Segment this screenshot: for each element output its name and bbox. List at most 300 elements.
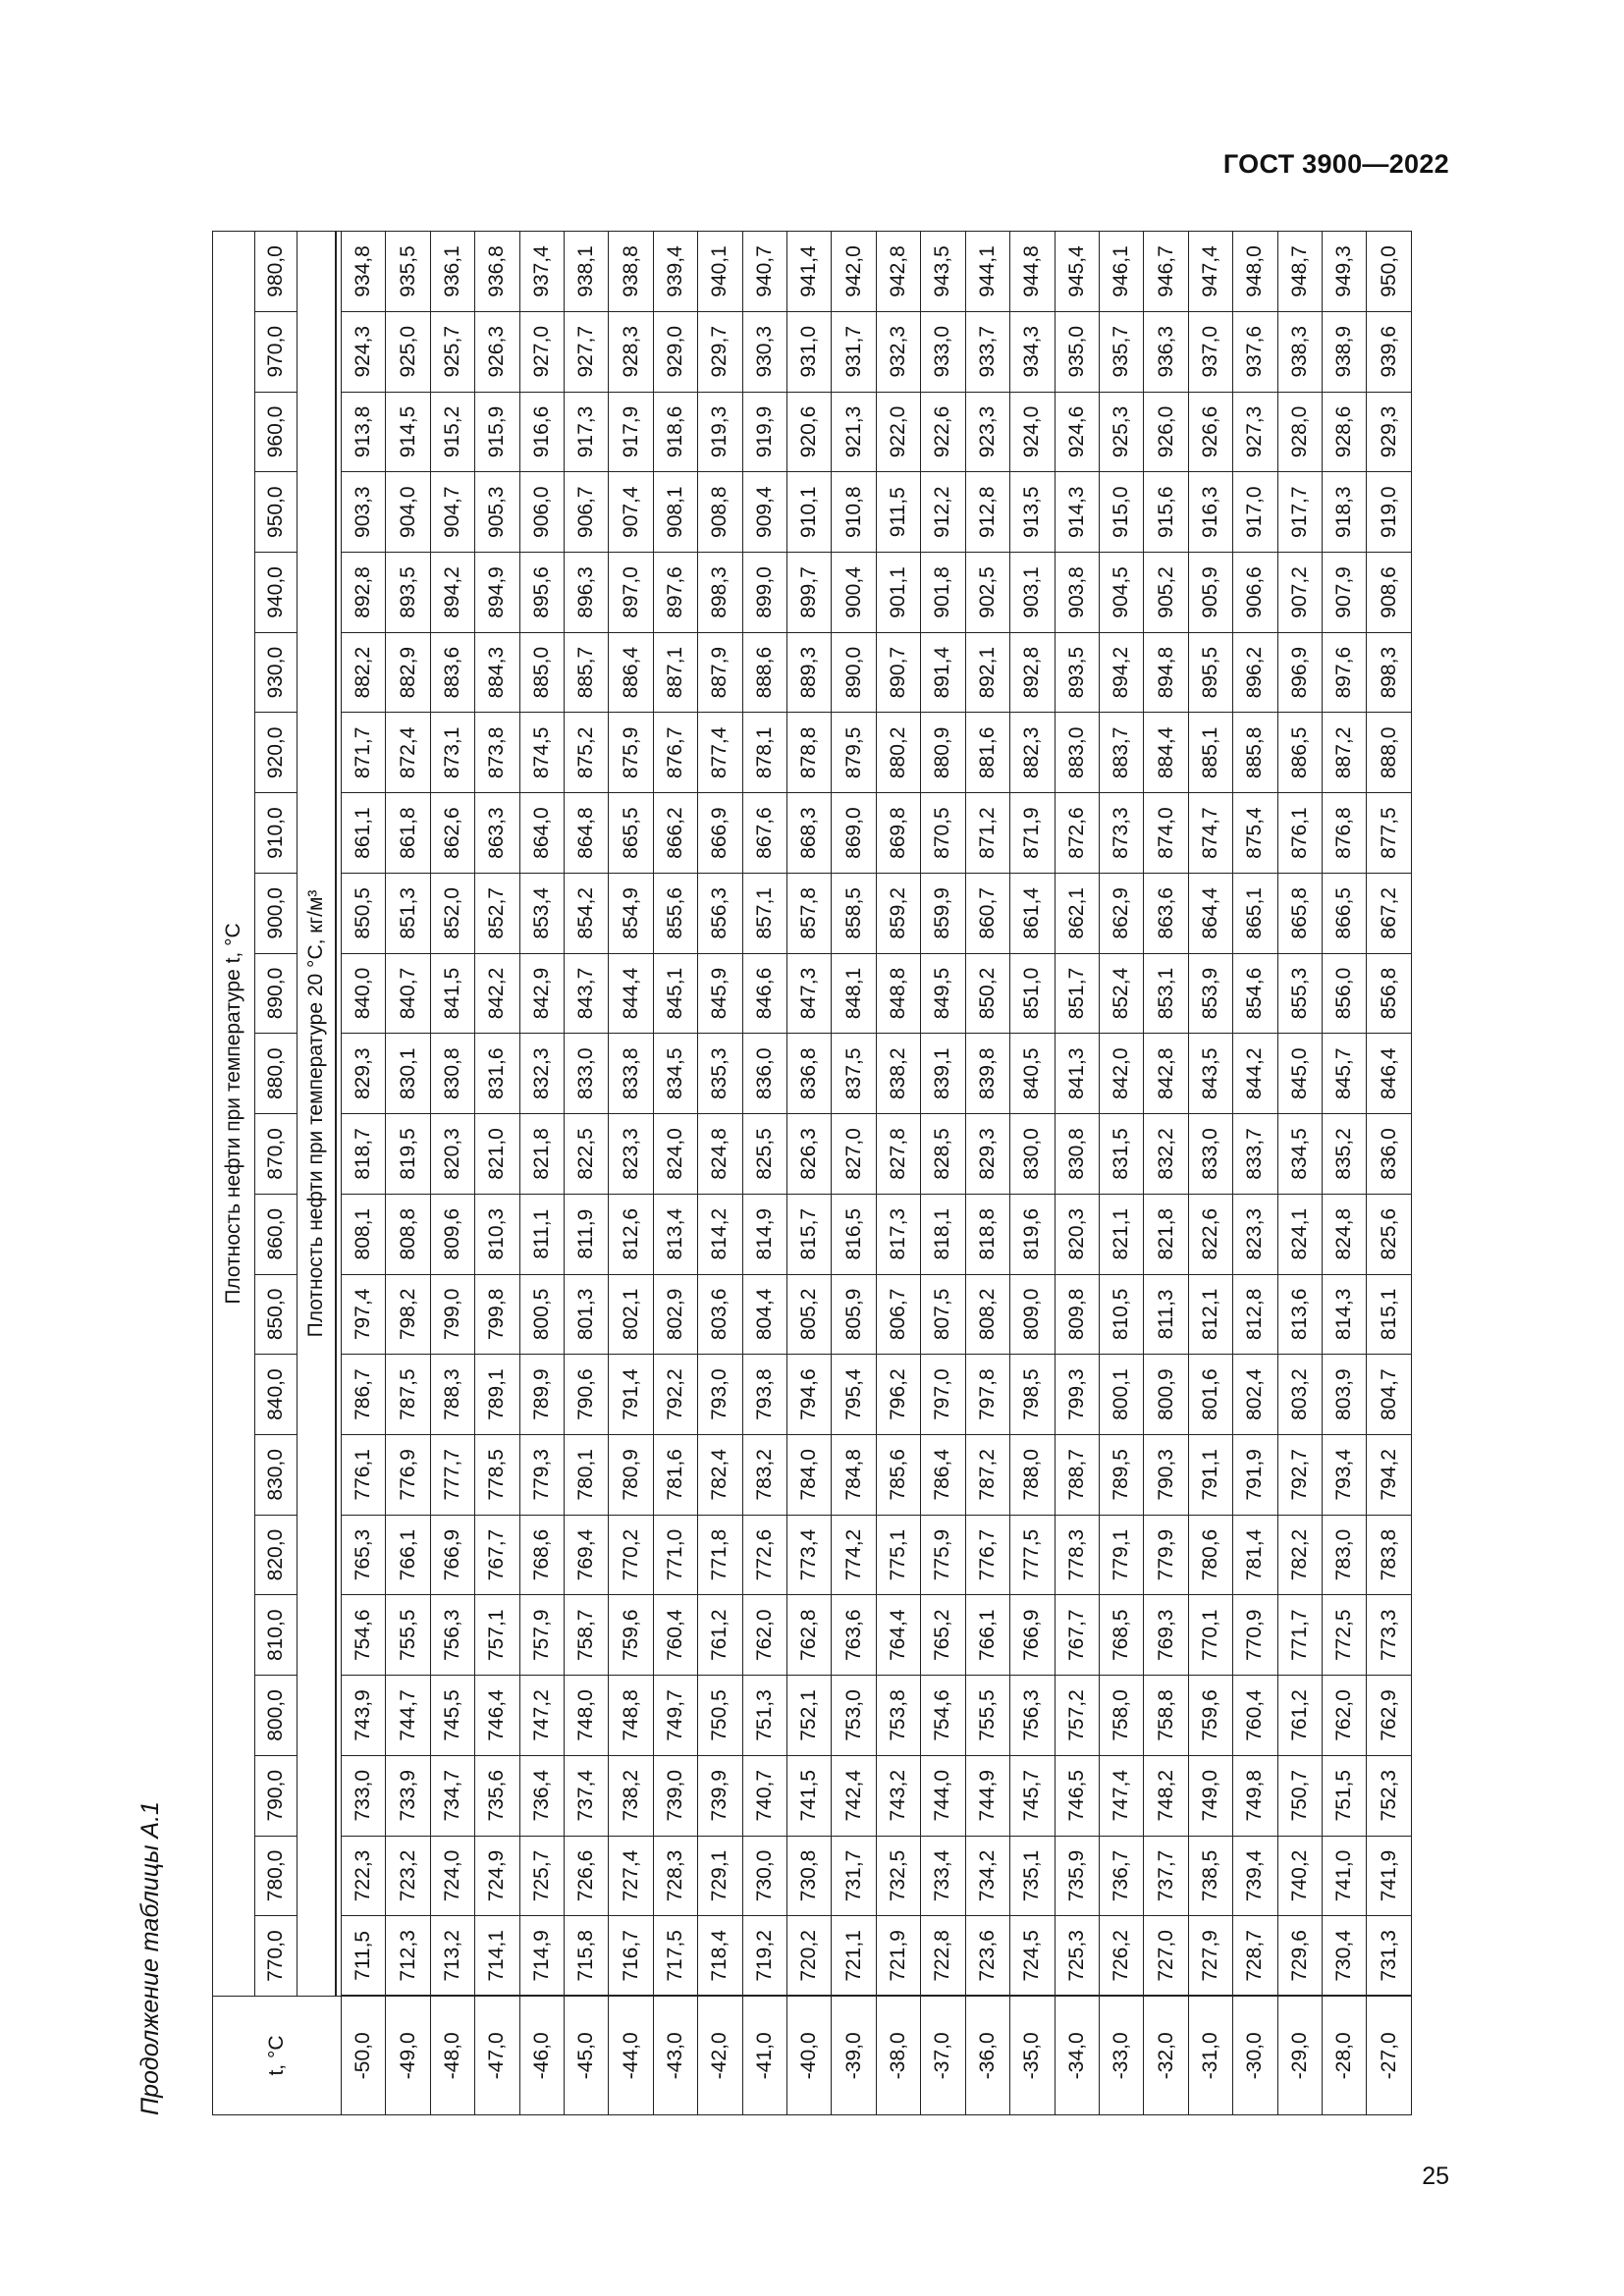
- density-cell: 910,8: [832, 472, 876, 553]
- density-cell: 876,1: [1277, 793, 1322, 874]
- density-cell: 802,4: [1233, 1355, 1277, 1435]
- density-cell: 821,8: [519, 1114, 564, 1195]
- density-cell: 773,4: [787, 1515, 832, 1595]
- density-cell: 901,8: [921, 553, 965, 633]
- temperature-cell: -37,0: [921, 1997, 965, 2115]
- density-cell: 913,5: [1010, 472, 1055, 553]
- density-column-header: 890,0: [255, 953, 298, 1034]
- density-cell: 831,5: [1099, 1114, 1143, 1195]
- density-cell: 727,4: [609, 1836, 653, 1916]
- density-cell: 800,9: [1144, 1355, 1188, 1435]
- density-cell: 928,3: [609, 311, 653, 392]
- density-cell: 866,9: [698, 793, 742, 874]
- density-cell: 767,7: [475, 1515, 519, 1595]
- density-cell: 793,4: [1322, 1434, 1366, 1515]
- density-cell: 791,9: [1233, 1434, 1277, 1515]
- density-cell: 861,8: [386, 793, 430, 874]
- density-cell: 826,3: [787, 1114, 832, 1195]
- density-cell: 806,7: [876, 1274, 920, 1355]
- density-cell: 908,8: [698, 472, 742, 553]
- density-cell: 849,5: [921, 953, 965, 1034]
- temperature-cell: -30,0: [1233, 1997, 1277, 2115]
- density-cell: 757,1: [475, 1595, 519, 1676]
- density-cell: 853,4: [519, 873, 564, 953]
- density-cell: 755,5: [386, 1595, 430, 1676]
- density-cell: 854,6: [1233, 953, 1277, 1034]
- density-cell: 776,7: [965, 1515, 1009, 1595]
- temperature-cell: -43,0: [653, 1997, 697, 2115]
- density-cell: 916,6: [519, 392, 564, 472]
- density-cell: 856,8: [1367, 953, 1412, 1034]
- temperature-cell: -28,0: [1322, 1997, 1366, 2115]
- density-cell: 935,5: [386, 232, 430, 312]
- density-cell: 805,2: [787, 1274, 832, 1355]
- density-cell: 737,4: [565, 1755, 609, 1836]
- table-row: [386, 232, 430, 2115]
- density-cell: 809,0: [1010, 1274, 1055, 1355]
- density-cell: 845,9: [698, 953, 742, 1034]
- density-cell: 853,9: [1188, 953, 1232, 1034]
- density-cell: 878,1: [742, 713, 786, 793]
- density-cell: 797,4: [342, 1274, 386, 1355]
- density-cell: 818,1: [921, 1194, 965, 1274]
- density-cell: 842,0: [1099, 1034, 1143, 1114]
- density-cell: 814,2: [698, 1194, 742, 1274]
- density-cell: 892,8: [342, 553, 386, 633]
- table-row: [565, 232, 609, 2115]
- density-cell: 834,5: [653, 1034, 697, 1114]
- density-cell: 917,0: [1233, 472, 1277, 553]
- density-cell: 730,8: [787, 1836, 832, 1916]
- density-cell: 897,6: [1322, 632, 1366, 713]
- density-cell: 936,1: [430, 232, 474, 312]
- density-cell: 919,9: [742, 392, 786, 472]
- density-cell: 802,9: [653, 1274, 697, 1355]
- density-cell: 726,6: [565, 1836, 609, 1916]
- density-cell: 914,3: [1055, 472, 1099, 553]
- density-cell: 824,1: [1277, 1194, 1322, 1274]
- density-cell: 803,6: [698, 1274, 742, 1355]
- density-cell: 786,4: [921, 1434, 965, 1515]
- density-cell: 763,6: [832, 1595, 876, 1676]
- density-cell: 855,6: [653, 873, 697, 953]
- density-column-header: 950,0: [255, 472, 298, 553]
- density-cell: 862,6: [430, 793, 474, 874]
- table-row: [965, 232, 1009, 2115]
- density-column-header: 780,0: [255, 1836, 298, 1916]
- density-cell: 721,9: [876, 1916, 920, 1997]
- density-cell: 835,3: [698, 1034, 742, 1114]
- density-cell: 842,8: [1144, 1034, 1188, 1114]
- density-cell: 830,0: [1010, 1114, 1055, 1195]
- density-cell: 927,7: [565, 311, 609, 392]
- density-cell: 779,1: [1099, 1515, 1143, 1595]
- density-cell: 762,8: [787, 1595, 832, 1676]
- density-cell: 727,9: [1188, 1916, 1232, 1997]
- density-cell: 828,5: [921, 1114, 965, 1195]
- density-cell: 792,7: [1277, 1434, 1322, 1515]
- density-cell: 822,6: [1188, 1194, 1232, 1274]
- density-cell: 766,1: [386, 1515, 430, 1595]
- table-row: [1188, 232, 1232, 2115]
- density-cell: 833,8: [609, 1034, 653, 1114]
- density-cell: 770,9: [1233, 1595, 1277, 1676]
- density-cell: 922,0: [876, 392, 920, 472]
- density-cell: 798,2: [386, 1274, 430, 1355]
- density-cell: 925,0: [386, 311, 430, 392]
- density-cell: 915,6: [1144, 472, 1188, 553]
- density-column-header: 900,0: [255, 873, 298, 953]
- density-cell: 814,9: [742, 1194, 786, 1274]
- density-cell: 762,0: [1322, 1676, 1366, 1756]
- density-cell: 894,2: [1099, 632, 1143, 713]
- density-cell: 797,0: [921, 1355, 965, 1435]
- temperature-cell: -39,0: [832, 1997, 876, 2115]
- density-cell: 938,3: [1277, 311, 1322, 392]
- density-cell: 890,0: [832, 632, 876, 713]
- density-cell: 825,6: [1367, 1194, 1412, 1274]
- density-cell: 725,3: [1055, 1916, 1099, 1997]
- table-row: [921, 232, 965, 2115]
- density-cell: 772,6: [742, 1515, 786, 1595]
- density-cell: 839,8: [965, 1034, 1009, 1114]
- density-column-header: 790,0: [255, 1755, 298, 1836]
- density-column-header: 800,0: [255, 1676, 298, 1756]
- density-cell: 818,8: [965, 1194, 1009, 1274]
- table-row: [787, 232, 832, 2115]
- density-cell: 820,3: [1055, 1194, 1099, 1274]
- density-cell: 898,3: [1367, 632, 1412, 713]
- density-cell: 927,3: [1233, 392, 1277, 472]
- density-cell: 868,3: [787, 793, 832, 874]
- density-cell: 758,0: [1099, 1676, 1143, 1756]
- density-cell: 812,8: [1233, 1274, 1277, 1355]
- density-cell: 789,5: [1099, 1434, 1143, 1515]
- density-cell: 829,3: [342, 1034, 386, 1114]
- density-cell: 887,2: [1322, 713, 1366, 793]
- density-cell: 926,3: [475, 311, 519, 392]
- table-body: [342, 232, 1412, 2115]
- density-cell: 869,8: [876, 793, 920, 874]
- density-cell: 818,7: [342, 1114, 386, 1195]
- density-cell: 813,4: [653, 1194, 697, 1274]
- density-cell: 753,0: [832, 1676, 876, 1756]
- density-column-header: 930,0: [255, 632, 298, 713]
- temperature-cell: -40,0: [787, 1997, 832, 2115]
- density-cell: 915,0: [1099, 472, 1143, 553]
- density-cell: 844,2: [1233, 1034, 1277, 1114]
- density-cell: 796,2: [876, 1355, 920, 1435]
- density-cell: 735,9: [1055, 1836, 1099, 1916]
- density-cell: 794,6: [787, 1355, 832, 1435]
- density-cell: 799,8: [475, 1274, 519, 1355]
- density-cell: 858,5: [832, 873, 876, 953]
- density-cell: 950,0: [1367, 232, 1412, 312]
- density-cell: 789,1: [475, 1355, 519, 1435]
- density-cell: 853,1: [1144, 953, 1188, 1034]
- density-cell: 823,3: [609, 1114, 653, 1195]
- density-cell: 738,2: [609, 1755, 653, 1836]
- density-cell: 919,3: [698, 392, 742, 472]
- density-cell: 864,4: [1188, 873, 1232, 953]
- density-cell: 742,4: [832, 1755, 876, 1836]
- page-number: 25: [1422, 2163, 1449, 2190]
- density-cell: 769,3: [1144, 1595, 1188, 1676]
- temperature-cell: -42,0: [698, 1997, 742, 2115]
- density-cell: 882,9: [386, 632, 430, 713]
- density-cell: 778,5: [475, 1434, 519, 1515]
- density-cell: 867,6: [742, 793, 786, 874]
- table-row: [342, 232, 386, 2115]
- density-cell: 780,9: [609, 1434, 653, 1515]
- density-cell: 896,2: [1233, 632, 1277, 713]
- density-cell: 939,6: [1367, 311, 1412, 392]
- density-cell: 880,9: [921, 713, 965, 793]
- density-cell: 759,6: [1188, 1676, 1232, 1756]
- density-cell: 839,1: [921, 1034, 965, 1114]
- density-cell: 784,8: [832, 1434, 876, 1515]
- density-cell: 883,7: [1099, 713, 1143, 793]
- density-cell: 766,1: [965, 1595, 1009, 1676]
- density-cell: 921,3: [832, 392, 876, 472]
- density-cell: 736,4: [519, 1755, 564, 1836]
- density-cell: 811,1: [519, 1194, 564, 1274]
- density-cell: 886,4: [609, 632, 653, 713]
- density-cell: 885,7: [565, 632, 609, 713]
- density-cell: 928,6: [1322, 392, 1366, 472]
- table-row: [653, 232, 697, 2115]
- density-cell: 945,4: [1055, 232, 1099, 312]
- density-cell: 781,4: [1233, 1515, 1277, 1595]
- density-cell: 867,2: [1367, 873, 1412, 953]
- density-cell: 760,4: [653, 1595, 697, 1676]
- density-cell: 906,6: [1233, 553, 1277, 633]
- density-cell: 837,5: [832, 1034, 876, 1114]
- density-cell: 776,1: [342, 1434, 386, 1515]
- density-cell: 749,8: [1233, 1755, 1277, 1836]
- density-cell: 770,2: [609, 1515, 653, 1595]
- density-cell: 915,2: [430, 392, 474, 472]
- density-cell: 865,1: [1233, 873, 1277, 953]
- density-cell: 840,5: [1010, 1034, 1055, 1114]
- density-cell: 724,9: [475, 1836, 519, 1916]
- density-cell: 843,5: [1188, 1034, 1232, 1114]
- density-column-header: 960,0: [255, 392, 298, 472]
- density-cell: 875,9: [609, 713, 653, 793]
- density-cell: 932,3: [876, 311, 920, 392]
- density-table: [212, 231, 1412, 2115]
- density-cell: 833,0: [1188, 1114, 1232, 1195]
- table-row: [698, 232, 742, 2115]
- density-cell: 771,0: [653, 1515, 697, 1595]
- density-cell: 909,4: [742, 472, 786, 553]
- density-cell: 736,7: [1099, 1836, 1143, 1916]
- density-column-header: 940,0: [255, 553, 298, 633]
- density-cell: 937,6: [1233, 311, 1277, 392]
- density-cell: 864,8: [565, 793, 609, 874]
- density-cell: 760,4: [1233, 1676, 1277, 1756]
- density-cell: 875,4: [1233, 793, 1277, 874]
- density-cell: 851,7: [1055, 953, 1099, 1034]
- density-cell: 920,6: [787, 392, 832, 472]
- density-cell: 788,7: [1055, 1434, 1099, 1515]
- density-cell: 827,0: [832, 1114, 876, 1195]
- density-cell: 811,9: [565, 1194, 609, 1274]
- density-cell: 847,3: [787, 953, 832, 1034]
- density-cell: 792,2: [653, 1355, 697, 1435]
- density-cell: 714,9: [519, 1916, 564, 1997]
- density-cell: 863,3: [475, 793, 519, 874]
- temperature-cell: -34,0: [1055, 1997, 1099, 2115]
- density-cell: 827,8: [876, 1114, 920, 1195]
- density-cell: 739,9: [698, 1755, 742, 1836]
- density-cell: 922,6: [921, 392, 965, 472]
- density-cell: 843,7: [565, 953, 609, 1034]
- density-cell: 743,2: [876, 1755, 920, 1836]
- density-cell: 845,1: [653, 953, 697, 1034]
- density-cell: 801,6: [1188, 1355, 1232, 1435]
- density-cell: 733,4: [921, 1836, 965, 1916]
- density-cell: 877,5: [1367, 793, 1412, 874]
- density-cell: 861,4: [1010, 873, 1055, 953]
- density-cell: 727,0: [1144, 1916, 1188, 1997]
- density-cell: 845,7: [1322, 1034, 1366, 1114]
- density-cell: 722,8: [921, 1916, 965, 1997]
- density-cell: 784,0: [787, 1434, 832, 1515]
- density-cell: 890,7: [876, 632, 920, 713]
- density-cell: 855,3: [1277, 953, 1322, 1034]
- density-column-header: 820,0: [255, 1515, 298, 1595]
- table-row: [1010, 232, 1055, 2115]
- density-column-header: 840,0: [255, 1355, 298, 1435]
- density-cell: 809,6: [430, 1194, 474, 1274]
- density-cell: 764,4: [876, 1595, 920, 1676]
- density-cell: 929,7: [698, 311, 742, 392]
- density-cell: 728,7: [1233, 1916, 1277, 1997]
- temperature-cell: -45,0: [565, 1997, 609, 2115]
- density-cell: 914,5: [386, 392, 430, 472]
- density-cell: 821,0: [475, 1114, 519, 1195]
- density-cell: 903,1: [1010, 553, 1055, 633]
- temperature-cell: -29,0: [1277, 1997, 1322, 2115]
- density-cell: 904,0: [386, 472, 430, 553]
- density-cell: 765,2: [921, 1595, 965, 1676]
- density-cell: 918,6: [653, 392, 697, 472]
- density-cell: 894,9: [475, 553, 519, 633]
- density-cell: 859,2: [876, 873, 920, 953]
- density-cell: 753,8: [876, 1676, 920, 1756]
- density-cell: 873,8: [475, 713, 519, 793]
- density-cell: 897,6: [653, 553, 697, 633]
- density-cell: 875,2: [565, 713, 609, 793]
- density-cell: 871,9: [1010, 793, 1055, 874]
- density-cell: 734,2: [965, 1836, 1009, 1916]
- density-cell: 873,3: [1099, 793, 1143, 874]
- density-cell: 729,6: [1277, 1916, 1322, 1997]
- density-cell: 866,2: [653, 793, 697, 874]
- density-cell: 803,2: [1277, 1355, 1322, 1435]
- density-cell: 752,3: [1367, 1755, 1412, 1836]
- density-cell: 758,8: [1144, 1676, 1188, 1756]
- density-cell: 911,5: [876, 472, 920, 553]
- density-cell: 885,0: [519, 632, 564, 713]
- density-cell: 948,7: [1277, 232, 1322, 312]
- density-cell: 733,0: [342, 1755, 386, 1836]
- density-cell: 892,8: [1010, 632, 1055, 713]
- density-cell: 892,1: [965, 632, 1009, 713]
- density-cell: 854,9: [609, 873, 653, 953]
- density-cell: 877,4: [698, 713, 742, 793]
- density-cell: 807,5: [921, 1274, 965, 1355]
- density-cell: 814,3: [1322, 1274, 1366, 1355]
- density-cell: 778,3: [1055, 1515, 1099, 1595]
- density-cell: 933,0: [921, 311, 965, 392]
- density-cell: 848,1: [832, 953, 876, 1034]
- density-cell: 904,7: [430, 472, 474, 553]
- density-cell: 771,7: [1277, 1595, 1322, 1676]
- density-cell: 782,4: [698, 1434, 742, 1515]
- density-cell: 768,5: [1099, 1595, 1143, 1676]
- sub-header: Плотность нефти при температуре 20 °С, кг/м³: [298, 232, 337, 1997]
- density-cell: 894,8: [1144, 632, 1188, 713]
- density-cell: 937,4: [519, 232, 564, 312]
- density-column-header: 870,0: [255, 1114, 298, 1195]
- table-row: [1367, 232, 1412, 2115]
- density-cell: 793,8: [742, 1355, 786, 1435]
- temperature-cell: -31,0: [1188, 1997, 1232, 2115]
- temperature-cell: -50,0: [342, 1997, 386, 2115]
- density-cell: 725,7: [519, 1836, 564, 1916]
- density-cell: 854,2: [565, 873, 609, 953]
- table-row: [1233, 232, 1277, 2115]
- table-row: [1277, 232, 1322, 2115]
- density-cell: 749,7: [653, 1676, 697, 1756]
- density-cell: 769,4: [565, 1515, 609, 1595]
- table-row: [876, 232, 920, 2115]
- density-cell: 733,9: [386, 1755, 430, 1836]
- density-cell: 916,3: [1188, 472, 1232, 553]
- density-cell: 836,0: [1367, 1114, 1412, 1195]
- density-cell: 929,0: [653, 311, 697, 392]
- density-cell: 788,0: [1010, 1434, 1055, 1515]
- density-cell: 874,7: [1188, 793, 1232, 874]
- density-cell: 821,8: [1144, 1194, 1188, 1274]
- density-cell: 873,1: [430, 713, 474, 793]
- density-cell: 783,8: [1367, 1515, 1412, 1595]
- density-cell: 895,5: [1188, 632, 1232, 713]
- density-cell: 801,3: [565, 1274, 609, 1355]
- density-cell: 893,5: [1055, 632, 1099, 713]
- density-cell: 717,5: [653, 1916, 697, 1997]
- density-cell: 912,2: [921, 472, 965, 553]
- density-cell: 936,8: [475, 232, 519, 312]
- density-cell: 905,2: [1144, 553, 1188, 633]
- density-cell: 723,2: [386, 1836, 430, 1916]
- density-cell: 904,5: [1099, 553, 1143, 633]
- density-cell: 869,0: [832, 793, 876, 874]
- density-cell: 720,2: [787, 1916, 832, 1997]
- density-cell: 891,4: [921, 632, 965, 713]
- density-cell: 851,0: [1010, 953, 1055, 1034]
- density-cell: 882,2: [342, 632, 386, 713]
- density-cell: 897,0: [609, 553, 653, 633]
- density-cell: 777,7: [430, 1434, 474, 1515]
- density-cell: 905,9: [1188, 553, 1232, 633]
- density-cell: 805,9: [832, 1274, 876, 1355]
- density-cell: 797,8: [965, 1355, 1009, 1435]
- density-cell: 926,6: [1188, 392, 1232, 472]
- table-row: [1099, 232, 1143, 2115]
